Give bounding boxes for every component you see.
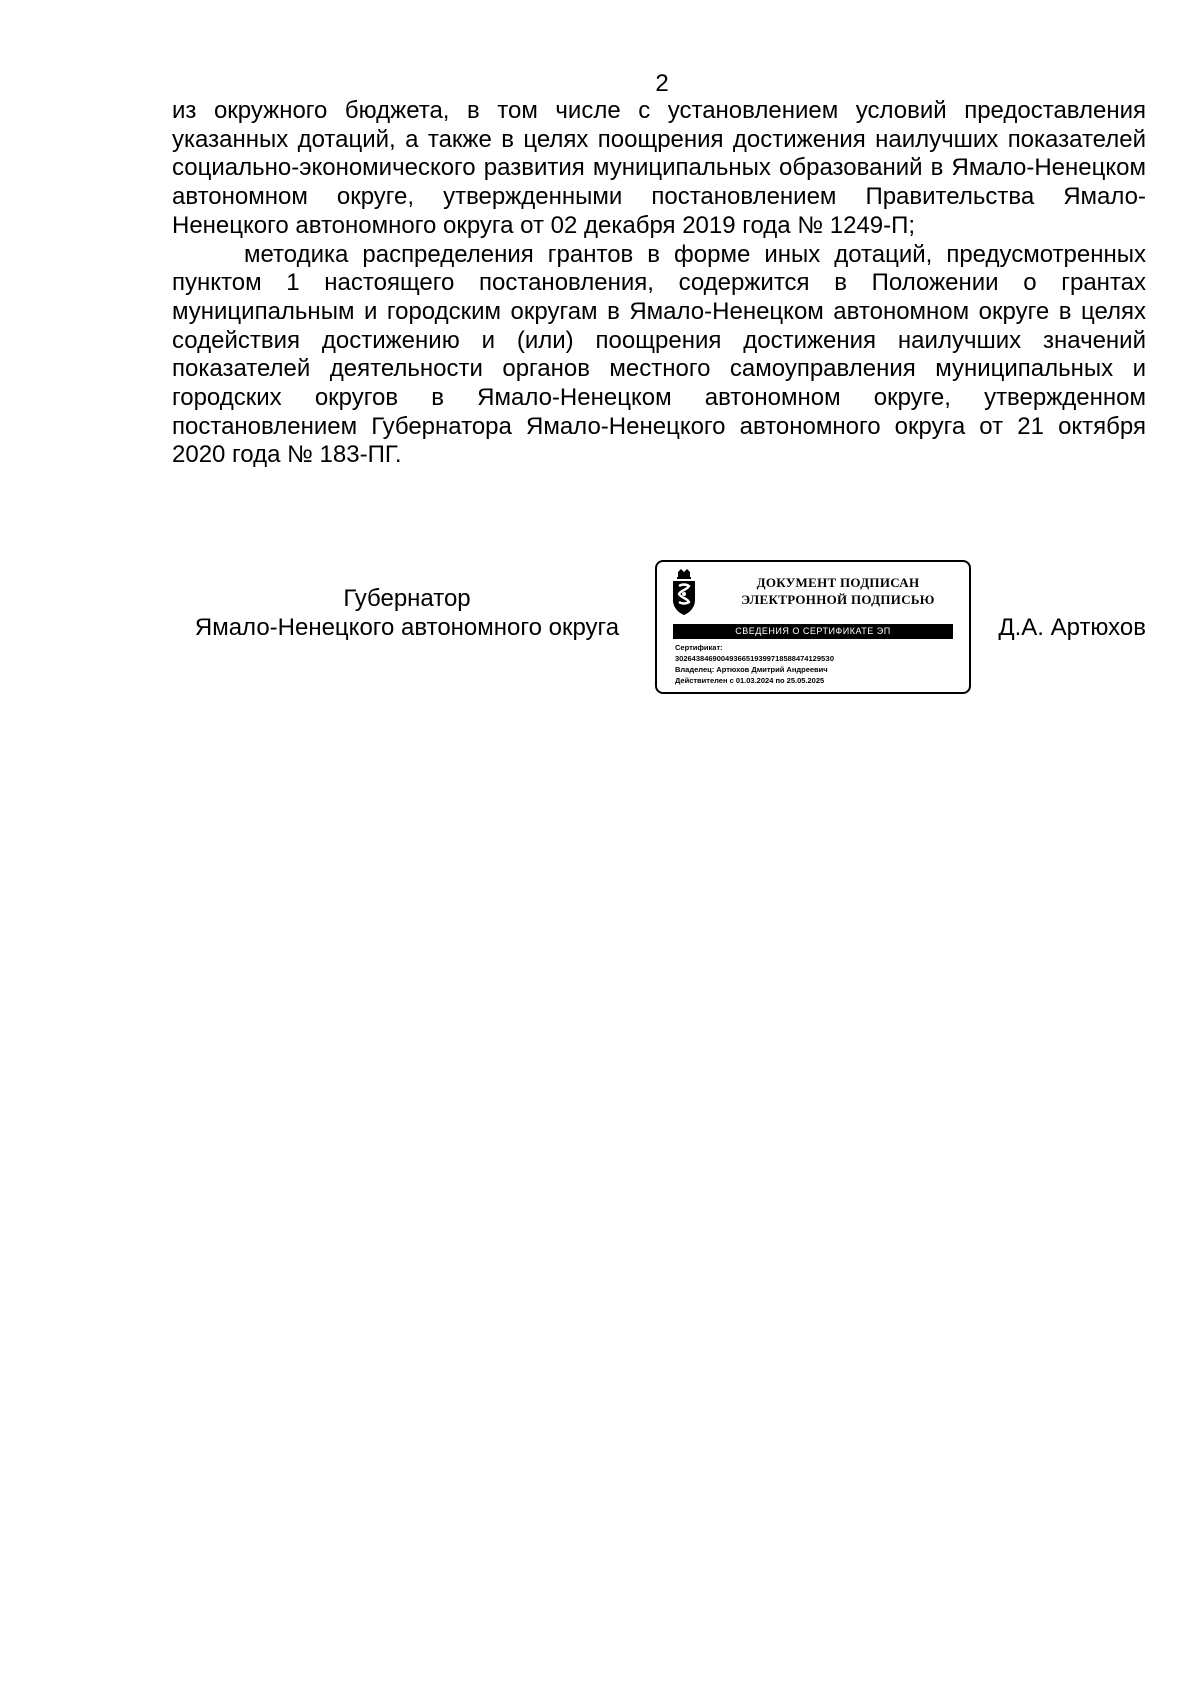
yamal-coat-of-arms-icon: [669, 568, 699, 616]
certificate-validity: Действителен с 01.03.2024 по 25.05.2025: [675, 676, 825, 685]
signer-name: Д.А. Артюхов: [998, 614, 1146, 641]
paragraph-2: методика распределения грантов в форме иных дотаций, предусмотренных пунктом 1 настоящего постановления, содержится в Положении о грантах муниципальным и городским округам в Ямало-Ненецком автономном округе в целях содействия достижению и (или) поощрения достижения наилучших значений показателей деятельности органов местного самоуправления муниципальных и городских округов в Ямало-Ненецком автономном округе, утвержденном постановлением Губернатора Ямало-Ненецкого автономного округа от 21 октября 2020 года № 183-ПГ.: [172, 240, 1146, 469]
stamp-heading: [713, 574, 963, 608]
stamp-heading-line2: ЭЛЕКТРОННОЙ ПОДПИСЬЮ: [741, 592, 935, 607]
electronic-signature-stamp: [655, 560, 971, 694]
signer-title-line1: Губернатор: [343, 585, 471, 612]
signer-title: [172, 584, 642, 642]
signature-block: [172, 560, 1146, 700]
document-body: [172, 97, 1146, 470]
paragraph-1: из окружного бюджета, в том числе с установлением условий предоставления указанных дотаций, а также в целях поощрения достижения наилучших показателей социально-экономического развития муниципальных образований в Ямало-Ненецком автономном округе, утвержденными постановлением Правительства Ямало-Ненецкого автономного округа от 02 декабря 2019 года № 1249-П;: [172, 97, 1146, 239]
certificate-label: Сертификат:: [675, 643, 723, 652]
certificate-owner: Владелец: Артюхов Дмитрий Андреевич: [675, 665, 828, 674]
certificate-number: 302643846900493665193997185884741295З0: [675, 654, 835, 663]
page-number: 2: [655, 70, 669, 97]
certificate-info-bar: СВЕДЕНИЯ О СЕРТИФИКАТЕ ЭП: [673, 624, 953, 639]
certificate-details: [675, 642, 960, 686]
signer-title-line2: Ямало-Ненецкого автономного округа: [194, 614, 620, 641]
stamp-heading-line1: ДОКУМЕНТ ПОДПИСАН: [756, 575, 920, 590]
